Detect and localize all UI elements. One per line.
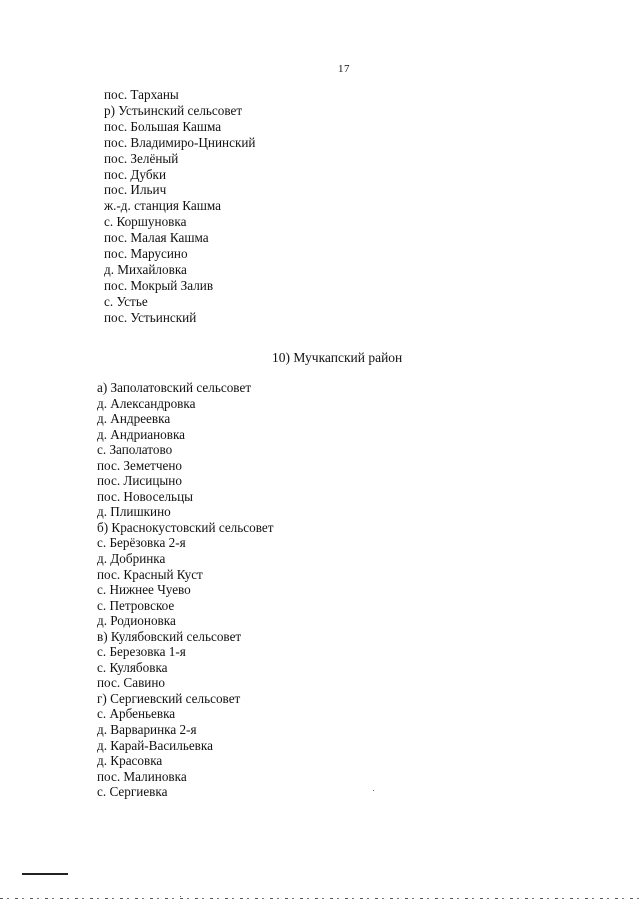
list-item: ж.-д. станция Кашма xyxy=(104,198,222,214)
list-item: д. Родионовка xyxy=(97,613,176,629)
list-item: д. Плишкино xyxy=(97,504,171,520)
list-item: пос. Савино xyxy=(97,675,166,691)
list-item: р) Устьинский сельсовет xyxy=(104,102,243,118)
list-item: пос. Мокрый Залив xyxy=(104,277,214,293)
settlement-list-bottom xyxy=(97,380,274,800)
list-item: д. Красовка xyxy=(97,753,163,769)
list-item: д. Варваринка 2-я xyxy=(97,722,197,738)
list-item: б) Краснокустовский сельсовет xyxy=(97,519,274,535)
list-item: пос. Устьинский xyxy=(104,309,197,325)
list-item: д. Андриановка xyxy=(97,426,186,442)
list-item: пос. Лисицыно xyxy=(97,473,182,489)
list-item: пос. Новосельцы xyxy=(97,488,193,504)
list-item: пос. Земетчено xyxy=(97,457,182,473)
list-item: а) Заполатовский сельсовет xyxy=(97,380,252,395)
list-item: в) Кулябовский сельсовет xyxy=(97,628,242,644)
scan-mark xyxy=(22,873,68,875)
list-item: пос. Красный Куст xyxy=(97,566,203,582)
list-item: с. Нижнее Чуево xyxy=(97,582,191,598)
list-item: пос. Владимиро-Цнинский xyxy=(104,134,256,150)
list-item: с. Кулябовка xyxy=(97,659,168,675)
list-item: с. Устье xyxy=(104,293,148,309)
list-item: д. Добринка xyxy=(97,551,166,567)
scan-edge-line xyxy=(0,898,640,899)
list-item: г) Сергиевский сельсовет xyxy=(97,690,241,706)
list-item: с. Березовка 1-я xyxy=(97,644,186,660)
list-item: с. Петровское xyxy=(97,597,175,613)
page-number: 17 xyxy=(338,63,350,75)
list-item: пос. Марусино xyxy=(104,246,188,262)
list-item: с. Сергиевка xyxy=(97,784,168,800)
list-item: д. Карай-Васильевка xyxy=(97,737,213,753)
list-item: д. Александровка xyxy=(97,395,196,411)
list-item: пос. Зелёный xyxy=(104,150,179,166)
scan-speck xyxy=(180,896,181,897)
list-item: д. Михайловка xyxy=(104,261,187,277)
list-item: пос. Дубки xyxy=(104,166,167,182)
list-item: с. Коршуновка xyxy=(104,214,187,230)
list-item: с. Заполатово xyxy=(97,442,173,458)
list-item: пос. Ильич xyxy=(104,182,167,198)
list-item: пос. Малая Кашма xyxy=(104,230,209,246)
list-item: пос. Малиновка xyxy=(97,768,187,784)
list-item: с. Берёзовка 2-я xyxy=(97,535,186,551)
list-item: д. Андреевка xyxy=(97,411,171,427)
list-item: пос. Тарханы xyxy=(104,87,179,102)
settlement-list-top xyxy=(104,87,255,326)
list-item: пос. Большая Кашма xyxy=(104,118,222,134)
section-heading: 10) Мучкапский район xyxy=(272,350,403,365)
list-item: с. Арбеньевка xyxy=(97,706,176,722)
scan-speck xyxy=(373,790,374,791)
